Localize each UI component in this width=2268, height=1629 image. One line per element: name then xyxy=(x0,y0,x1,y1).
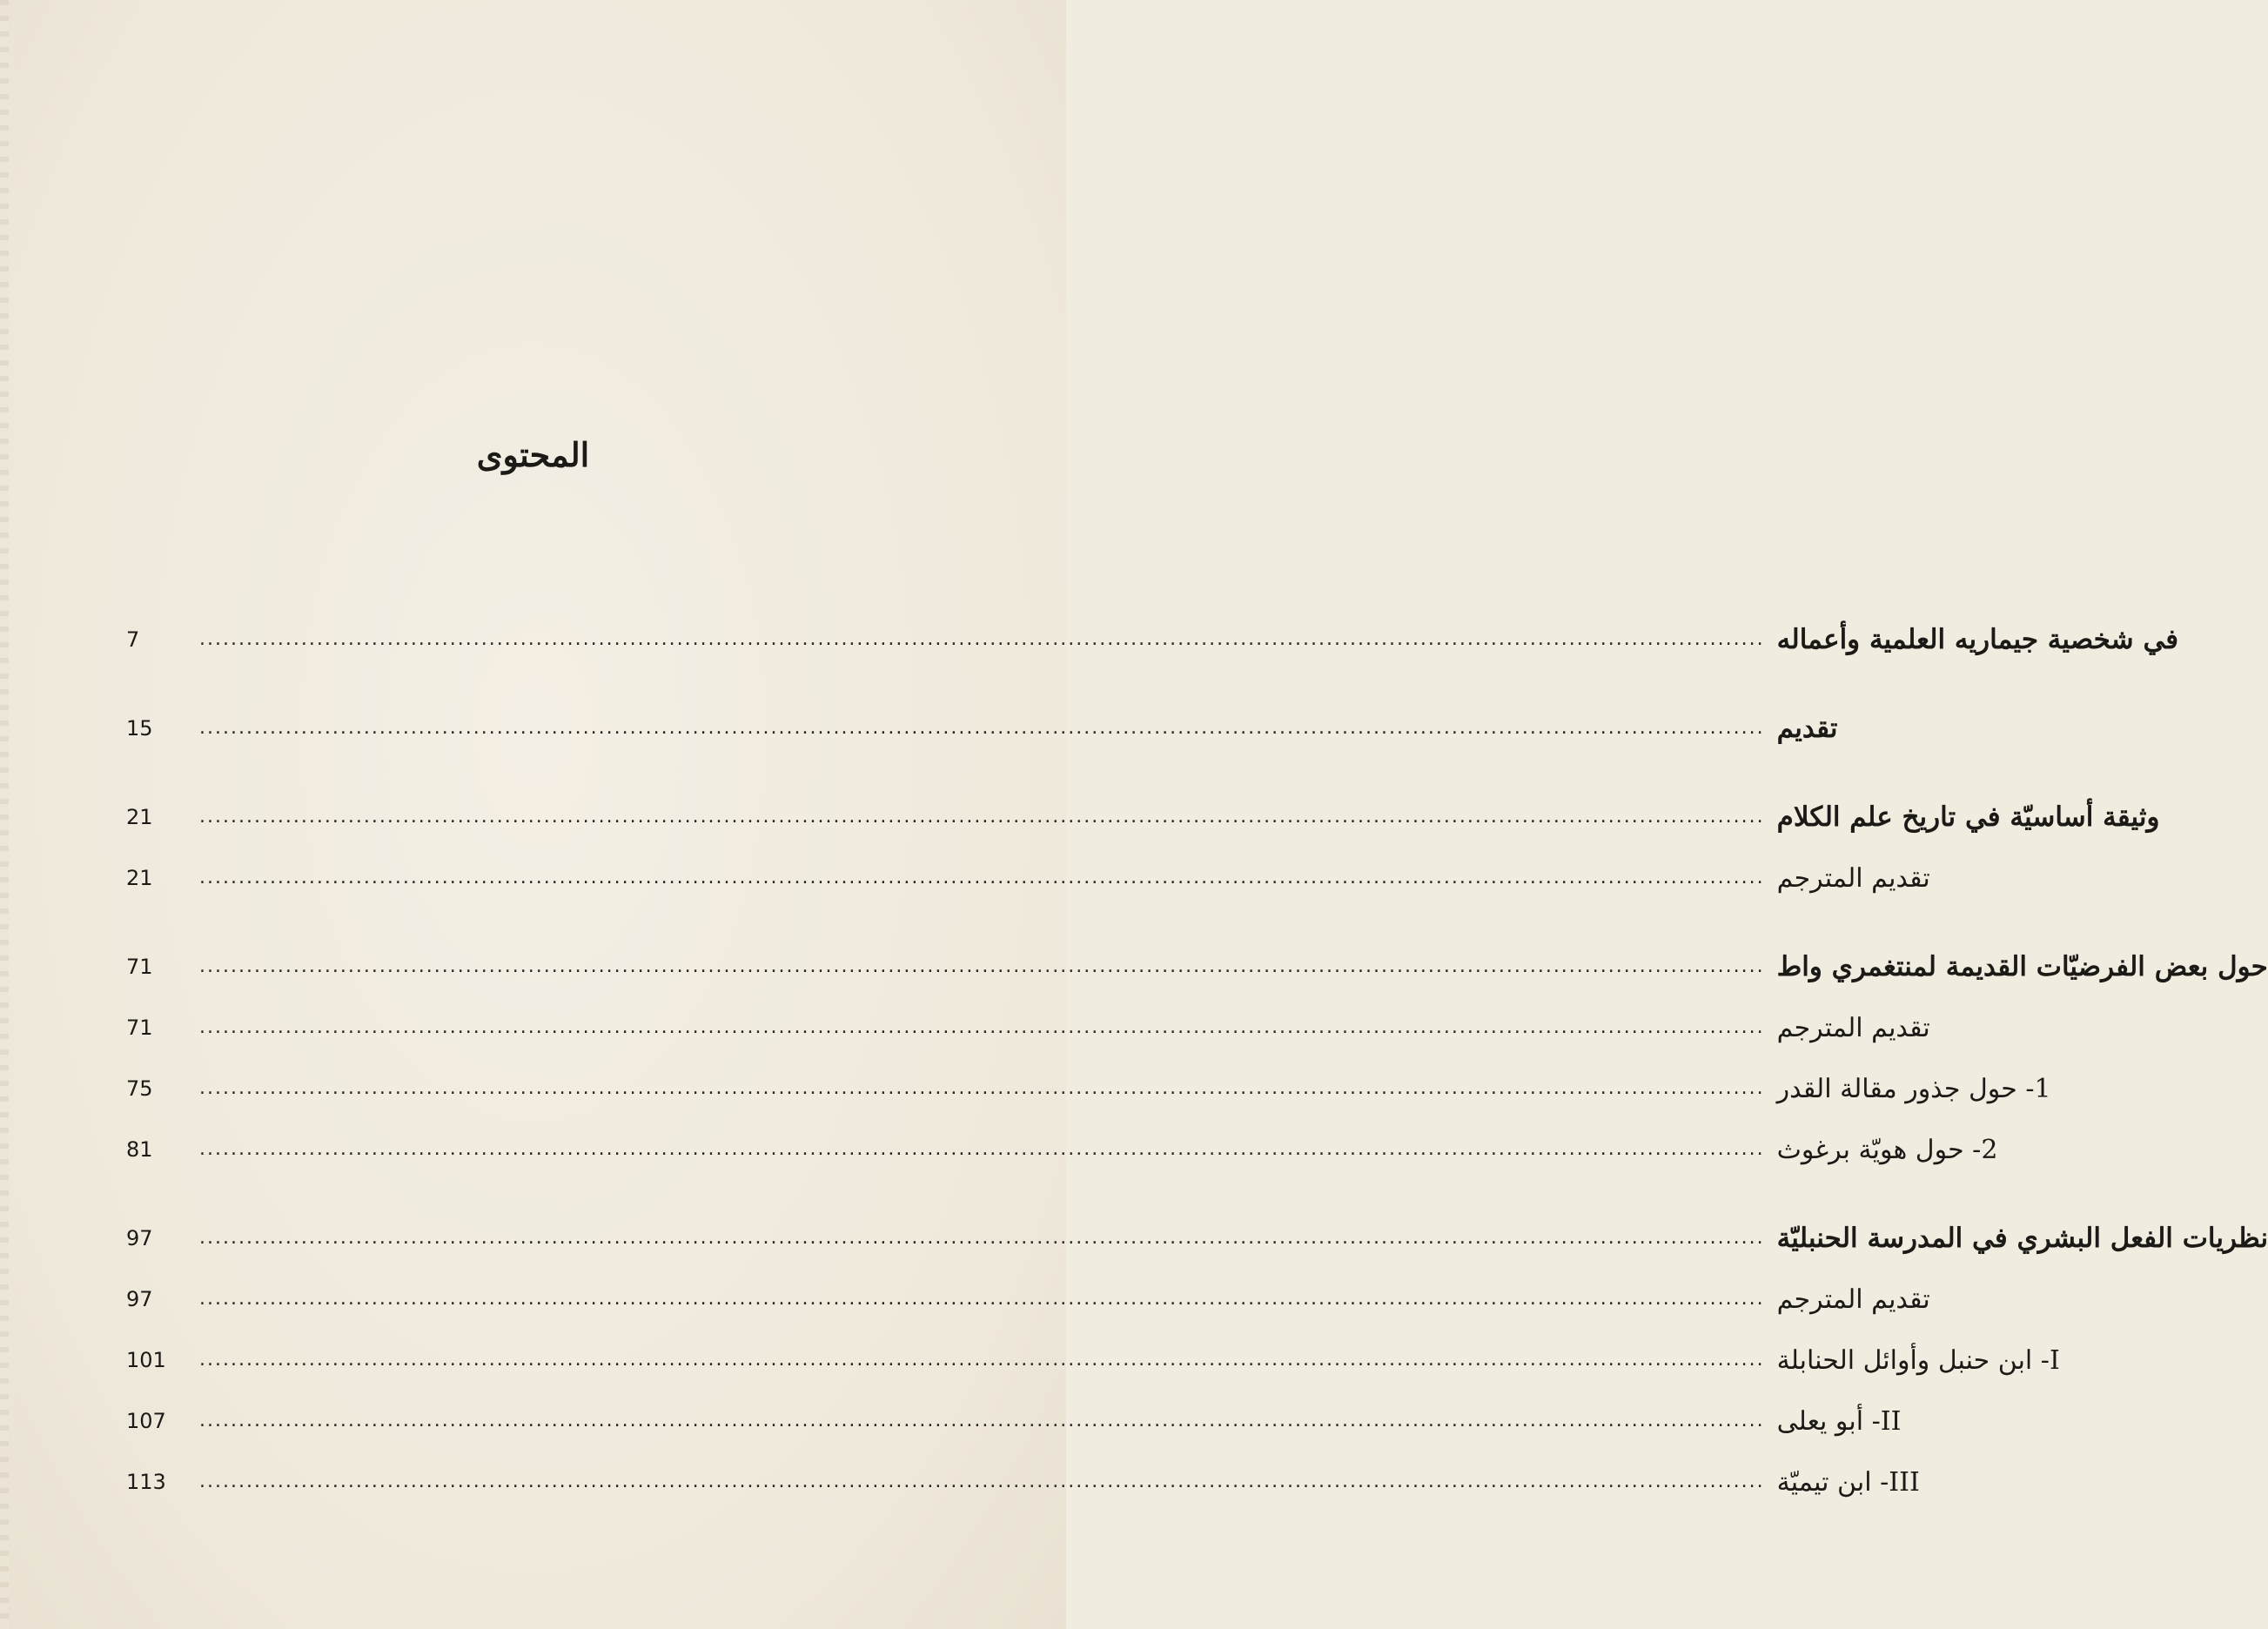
toc-entry xyxy=(126,609,2179,670)
toc-leader-dots: ........................................................................................................................................................................................................ xyxy=(199,1410,1765,1431)
toc-entry-label: 1- حول جذور مقالة القدر xyxy=(1776,1073,2051,1104)
toc-subentry xyxy=(126,1451,1920,1512)
toc-entry-label: تقديم xyxy=(1776,713,1838,744)
toc-entry-label: تقديم المترجم xyxy=(1776,1284,1930,1315)
toc-page-number: 75 xyxy=(126,1076,153,1101)
page-edge xyxy=(0,0,9,1629)
toc-leader-dots: ........................................................................................................................................................................................................ xyxy=(199,1349,1765,1371)
table-of-contents xyxy=(126,609,2268,1512)
toc-leader-dots: ........................................................................................................................................................................................................ xyxy=(199,717,1765,739)
toc-entry-label: تقديم المترجم xyxy=(1776,1012,1930,1043)
toc-entry xyxy=(126,1208,2268,1269)
toc-subentry xyxy=(126,1391,1902,1451)
toc-leader-dots: ........................................................................................................................................................................................................ xyxy=(199,806,1765,828)
toc-subentry xyxy=(126,1330,2060,1391)
toc-page-number: 101 xyxy=(126,1348,166,1372)
toc-leader-dots: ........................................................................................................................................................................................................ xyxy=(199,1138,1765,1160)
toc-leader-dots: ........................................................................................................................................................................................................ xyxy=(199,1227,1765,1249)
toc-page-number: 97 xyxy=(126,1226,153,1250)
page-title: المحتوى xyxy=(476,435,590,474)
toc-subentry xyxy=(126,1269,1930,1330)
toc-page-number: 81 xyxy=(126,1137,153,1162)
toc-page-number: 21 xyxy=(126,866,153,890)
toc-subentry xyxy=(126,848,1930,908)
toc-leader-dots: ........................................................................................................................................................................................................ xyxy=(199,628,1765,650)
toc-entry-label: في شخصية جيماريه العلمية وأعماله xyxy=(1776,624,2179,655)
toc-subentry xyxy=(126,997,1930,1058)
toc-entry-label: تقديم المترجم xyxy=(1776,862,1930,894)
toc-page-number: 113 xyxy=(126,1470,166,1494)
toc-subentry xyxy=(126,1058,2051,1119)
toc-page-number: 15 xyxy=(126,716,153,741)
toc-leader-dots: ........................................................................................................................................................................................................ xyxy=(199,1077,1765,1099)
toc-page-number: 71 xyxy=(126,1016,153,1040)
toc-leader-dots: ........................................................................................................................................................................................................ xyxy=(199,1016,1765,1038)
toc-entry-label: II- أبو يعلى xyxy=(1776,1405,1902,1437)
toc-page-number: 107 xyxy=(126,1409,166,1433)
toc-leader-dots: ........................................................................................................................................................................................................ xyxy=(199,1471,1765,1492)
toc-page-number: 21 xyxy=(126,805,153,829)
toc-entry-label: I- ابن حنبل وأوائل الحنابلة xyxy=(1776,1344,2060,1376)
toc-leader-dots: ........................................................................................................................................................................................................ xyxy=(199,1288,1765,1310)
toc-page-number: 7 xyxy=(126,627,140,652)
toc-page-number: 71 xyxy=(126,955,153,979)
toc-page-number: 97 xyxy=(126,1287,153,1311)
toc-entry xyxy=(126,787,2160,848)
toc-entry-label: III- ابن تيميّة xyxy=(1776,1466,1920,1498)
toc-entry-label: 2- حول هويّة برغوث xyxy=(1776,1134,1998,1165)
toc-leader-dots: ........................................................................................................................................................................................................ xyxy=(199,955,1765,977)
toc-entry-label: وثيقة أساسيّة في تاريخ علم الكلام xyxy=(1776,801,2160,833)
toc-entry xyxy=(126,936,2268,997)
toc-entry-label: نظريات الفعل البشري في المدرسة الحنبليّة xyxy=(1776,1223,2268,1254)
toc-entry-label: حول بعض الفرضيّات القديمة لمنتغمري واط xyxy=(1776,951,2268,982)
toc-subentry xyxy=(126,1119,1998,1180)
toc-leader-dots: ........................................................................................................................................................................................................ xyxy=(199,867,1765,888)
toc-entry xyxy=(126,698,1838,759)
